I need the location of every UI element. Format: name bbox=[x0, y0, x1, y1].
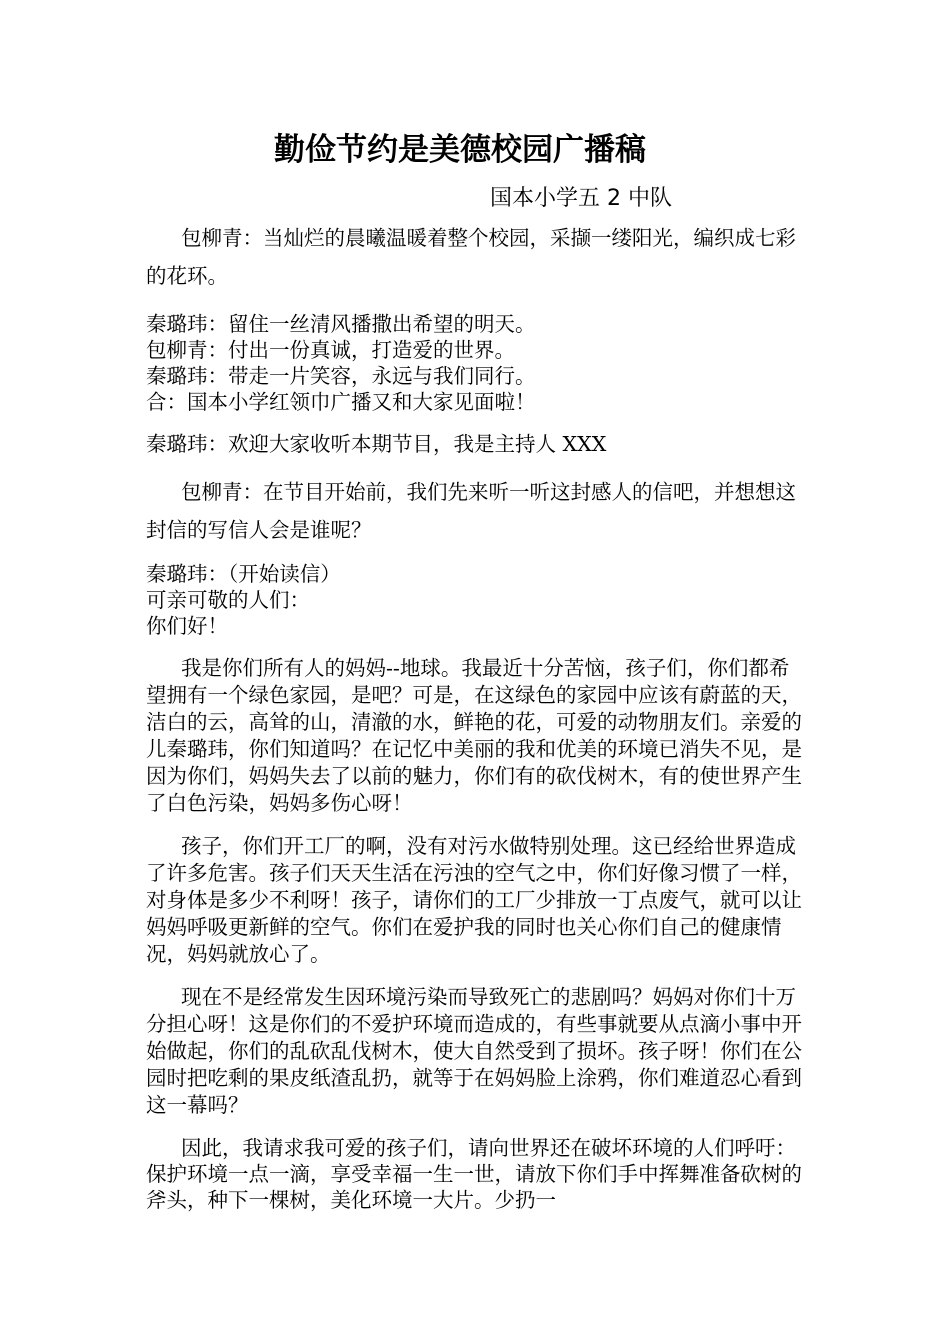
paragraph: 秦璐玮：欢迎大家收听本期节目，我是主持人 XXX bbox=[146, 432, 607, 456]
paragraph: 因此，我请求我可爱的孩子们，请向世界还在破坏环境的人们呼吁：保护环境一点一滴，享受幸福一生一世，请放下你们手中挥舞准备砍树的斧头，种下一棵树，美化环境一大片。少扔一 bbox=[146, 1136, 802, 1212]
paragraph: 我是你们所有人的妈妈--地球。我最近十分苦恼，孩子们，你们都希望拥有一个绿色家园，是吧？可是，在这绿色的家园中应该有蔚蓝的天，洁白的云，高耸的山，清澈的水，鲜艳的花，可爱的动物朋友们。亲爱的儿秦璐玮，你们知道吗？在记忆中美丽的我和优美的环境已消失不见，是因为你们，妈妈失去了以前的魅力，你们有的砍伐树木，有的使世界产生了白色污染，妈妈多伤心呀！ bbox=[146, 656, 802, 815]
paragraph: 可亲可敬的人们： bbox=[146, 588, 310, 612]
paragraph: 秦璐玮：（开始读信） bbox=[146, 562, 341, 586]
paragraph: 包柳青：当灿烂的晨曦温暖着整个校园，采撷一缕阳光，编织成七彩的花环。 bbox=[146, 226, 796, 288]
paragraph: 孩子，你们开工厂的啊，没有对污水做特别处理。这已经给世界造成了许多危害。孩子们天天生活在污浊的空气之中，你们好像习惯了一样，对身体是多少不利呀！孩子，请你们的工厂少排放一丁点废气，就可以让妈妈呼吸更新鲜的空气。你们在爱护我的同时也关心你们自己的健康情况，妈妈就放心了。 bbox=[146, 834, 802, 966]
paragraph: 秦璐玮：留住一丝清风播撒出希望的明天。 bbox=[146, 312, 536, 336]
paragraph: 包柳青：在节目开始前，我们先来听一听这封感人的信吧，并想想这封信的写信人会是谁呢？ bbox=[146, 480, 796, 542]
paragraph: 包柳青：付出一份真诚，打造爱的世界。 bbox=[146, 338, 515, 362]
document-subtitle: 国本小学五 2 中队 bbox=[490, 186, 672, 211]
paragraph: 你们好！ bbox=[146, 614, 228, 638]
document-body bbox=[146, 219, 808, 1213]
document-title: 勤俭节约是美德校园广播稿 bbox=[274, 132, 646, 168]
paragraph: 秦璐玮：带走一片笑容，永远与我们同行。 bbox=[146, 364, 536, 388]
paragraph: 现在不是经常发生因环境污染而导致死亡的悲剧吗？妈妈对你们十万分担心呀！这是你们的不爱护环境而造成的，有些事就要从点滴小事中开始做起，你们的乱砍乱伐树木，使大自然受到了损坏。孩子呀！你们在公园时把吃剩的果皮纸渣乱扔，就等于在妈妈脸上涂鸦，你们难道忍心看到这一幕吗？ bbox=[146, 985, 802, 1117]
paragraph: 合：国本小学红领巾广播又和大家见面啦！ bbox=[146, 390, 536, 414]
